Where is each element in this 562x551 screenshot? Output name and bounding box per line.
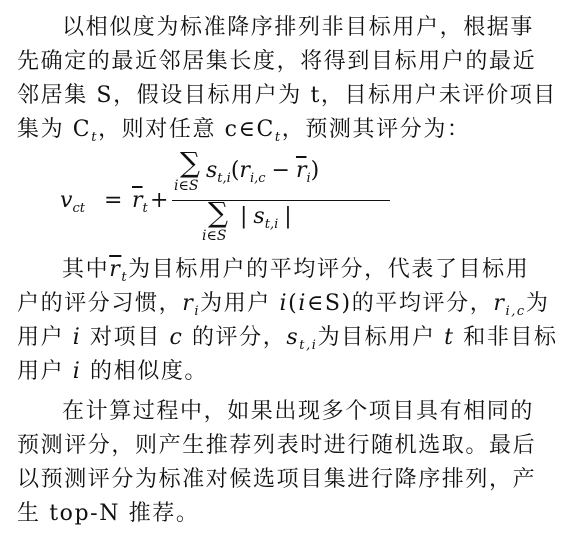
paragraph-1-line-1: 以相似度为标准降序排列非目标用户，根据事 [62, 15, 535, 40]
denominator-sum-sign: ∑ [208, 196, 228, 229]
formula-lhs: $v_{ct}$ [60, 188, 85, 216]
paragraph-2-line-1: 其中$\overline{r}_t$为目标用户的平均评分，代表了目标用 [62, 257, 530, 285]
paragraph-2-line-2: 户的评分习惯，$r_i$为用户 i(i∈S)的平均评分，$r_{i,c}$为 [17, 291, 550, 319]
numerator-expression: $s_{t,i}(r_{i,c} - \overline{r}_i)$ [206, 158, 320, 186]
denominator-expression: | $s_{t,i}$ | [240, 204, 292, 232]
paragraph-1-line-4 [17, 116, 471, 152]
paragraph-1-line-2: 先确定的最近邻居集长度，将得到目标用户的最近 [17, 49, 537, 74]
numerator-sum-index: i∈S [174, 178, 199, 194]
paragraph-3-line-4: 生 top-N 推荐。 [17, 501, 200, 526]
text-segment: ，则对任意 c∈C [98, 117, 275, 142]
paragraph-2-line-3: 用户 i 对项目 c 的评分，$s_{t,i}$为目标用户 t 和非目标 [17, 325, 558, 353]
prediction-formula [60, 146, 360, 252]
text-segment: 集为 C [17, 117, 92, 142]
paragraph-1-line-3: 邻居集 S，假设目标用户为 t，目标用户未评价项目 [17, 83, 557, 108]
subscript: t [274, 130, 282, 145]
text-segment: ，预测其评分为： [281, 117, 471, 142]
numerator-sum-sign: ∑ [180, 146, 200, 179]
formula-plus: + [150, 188, 169, 213]
paragraph-3-line-3: 以预测评分为标准对候选项目集进行降序排列，产 [17, 467, 537, 492]
paragraph-3-line-1: 在计算过程中，如果出现多个项目具有相同的 [62, 399, 535, 424]
fraction-bar [172, 200, 390, 201]
formula-equals: = [104, 188, 123, 213]
subscript: t [91, 130, 99, 145]
paragraph-2-line-4: 用户 i 的相似度。 [17, 359, 209, 384]
formula-mean-rating: $\overline{r}_t$ [132, 188, 148, 216]
denominator-sum-index: i∈S [202, 228, 227, 244]
paragraph-3-line-2: 预测评分，则产生推荐列表时进行随机选取。最后 [17, 433, 537, 458]
